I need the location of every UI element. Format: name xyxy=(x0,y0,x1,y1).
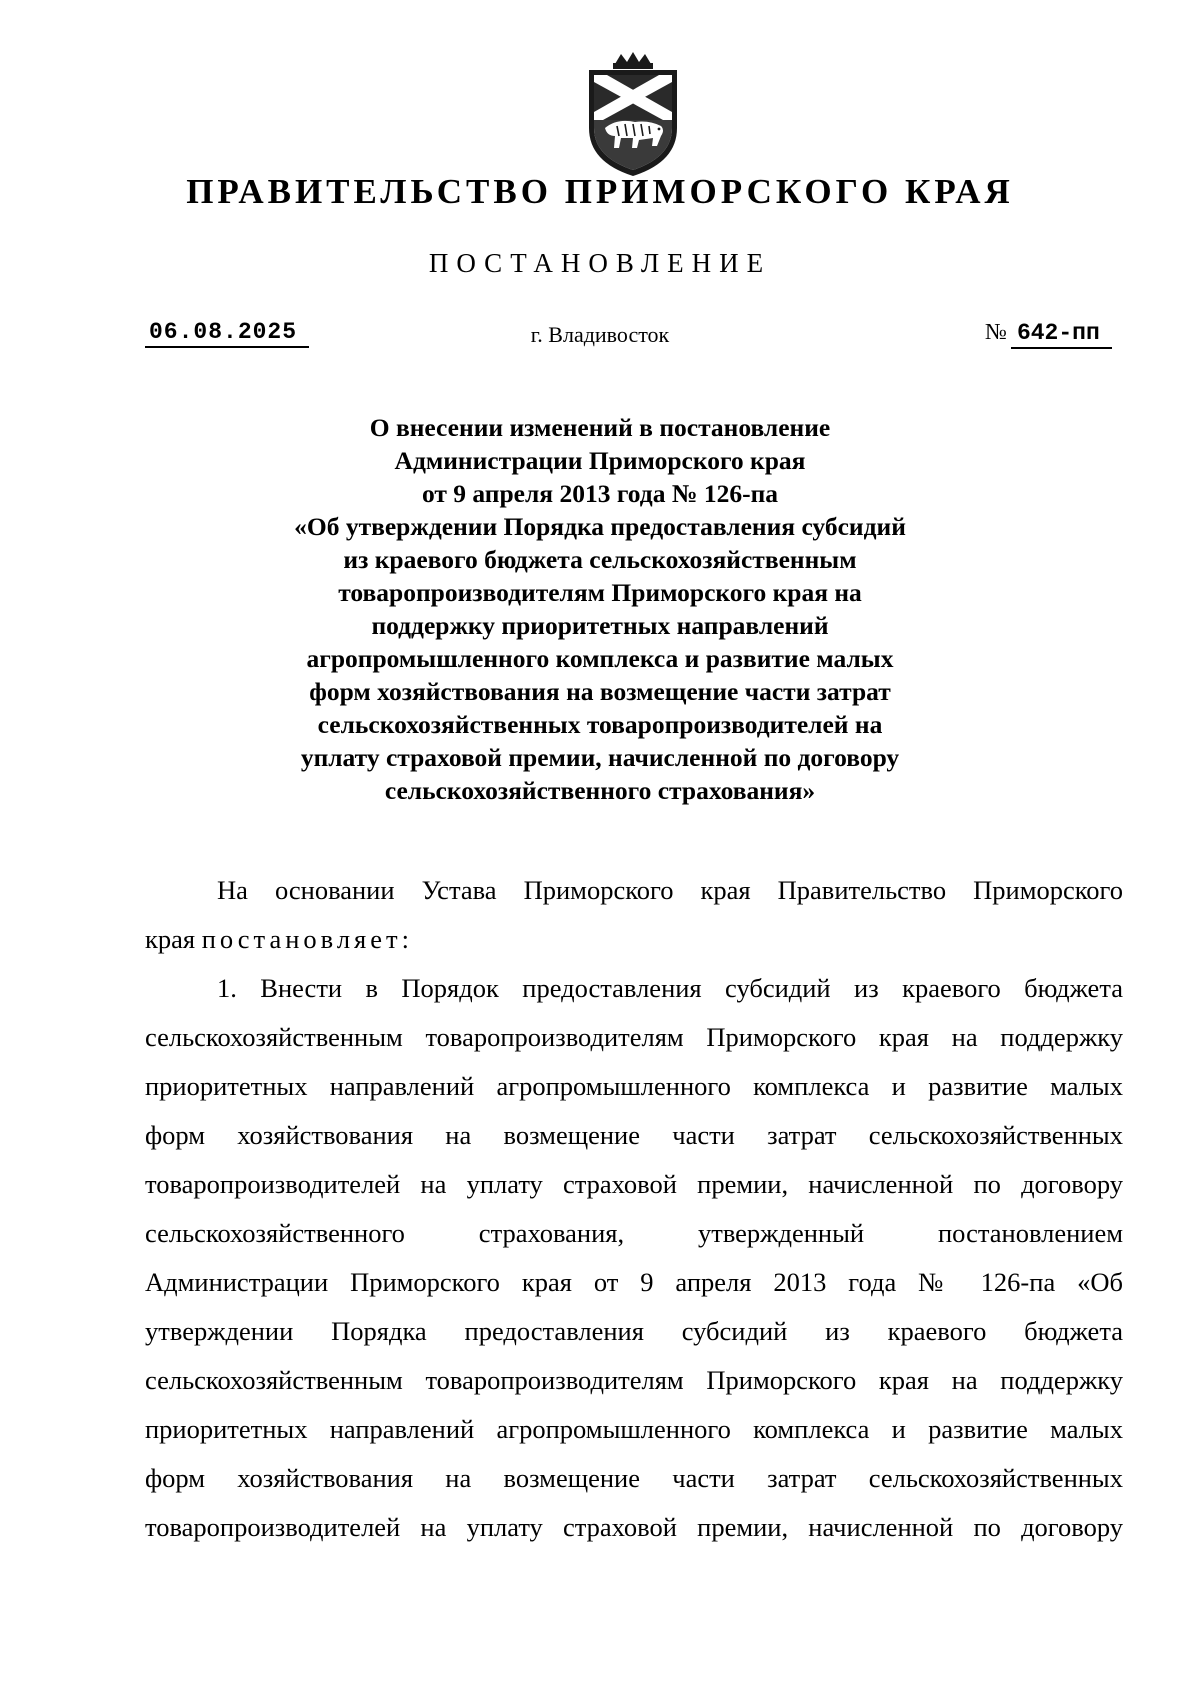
document-city: г. Владивосток xyxy=(530,322,670,347)
body-line: сельскохозяйственным товаропроизводителям Приморского края на поддержку xyxy=(145,1365,1123,1395)
document-body xyxy=(145,866,1123,1552)
subject-line: уплату страховой премии, начисленной по договору xyxy=(300,743,900,772)
body-line xyxy=(145,915,1123,964)
document-date: 06.08.2025 xyxy=(145,318,309,348)
body-line: форм хозяйствования на возмещение части затрат сельскохозяйственных xyxy=(145,1120,1123,1150)
subject-line: О внесении изменений в постановление xyxy=(369,413,831,442)
body-line: товаропроизводителей на уплату страховой премии, начисленной по договору xyxy=(145,1512,1123,1542)
body-line: приоритетных направлений агропромышленного комплекса и развитие малых xyxy=(145,1071,1123,1101)
body-line: утверждении Порядка предоставления субсидий из краевого бюджета xyxy=(145,1316,1123,1346)
subject-line: сельскохозяйственных товаропроизводителей на xyxy=(317,710,883,739)
body-text-run: края xyxy=(145,924,202,954)
body-line: 1. Внести в Порядок предоставления субсидий из краевого бюджета xyxy=(217,973,1123,1003)
body-line: Администрации Приморского края от 9 апреля 2013 года № 126-па «Об xyxy=(145,1267,1123,1297)
subject-line: Администрации Приморского края xyxy=(394,446,806,475)
document-type: ПОСТАНОВЛЕНИЕ xyxy=(428,248,772,278)
body-line: форм хозяйствования на возмещение части затрат сельскохозяйственных xyxy=(145,1463,1123,1493)
document-subject xyxy=(0,411,1200,807)
body-line: На основании Устава Приморского края Правительство Приморского xyxy=(217,875,1123,905)
body-line: приоритетных направлений агропромышленного комплекса и развитие малых xyxy=(145,1414,1123,1444)
body-line: товаропроизводителей на уплату страховой премии, начисленной по договору xyxy=(145,1169,1123,1199)
subject-line: поддержку приоритетных направлений xyxy=(371,611,829,640)
document-number xyxy=(985,318,1112,349)
document-meta xyxy=(0,318,1200,358)
subject-line: агропромышленного комплекса и развитие малых xyxy=(306,644,894,673)
organization-title: ПРАВИТЕЛЬСТВО ПРИМОРСКОГО КРАЯ xyxy=(186,172,1014,211)
resolves-word: постановляет: xyxy=(201,924,413,954)
document-number-value: 642-пп xyxy=(1011,319,1112,349)
coat-of-arms-icon xyxy=(577,50,689,180)
body-line: сельскохозяйственным товаропроизводителям Приморского края на поддержку xyxy=(145,1022,1123,1052)
number-sign: № xyxy=(985,319,1007,344)
subject-line: сельскохозяйственного страхования» xyxy=(384,776,816,805)
body-line: сельскохозяйственного страхования, утвержденный постановлением xyxy=(145,1218,1123,1248)
subject-line: товаропроизводителям Приморского края на xyxy=(338,578,862,607)
subject-line: форм хозяйствования на возмещение части затрат xyxy=(309,677,891,706)
subject-line: «Об утверждении Порядка предоставления субсидий xyxy=(294,512,906,541)
subject-line: из краевого бюджета сельскохозяйственным xyxy=(343,545,857,574)
subject-line: от 9 апреля 2013 года № 126-па xyxy=(421,479,779,508)
